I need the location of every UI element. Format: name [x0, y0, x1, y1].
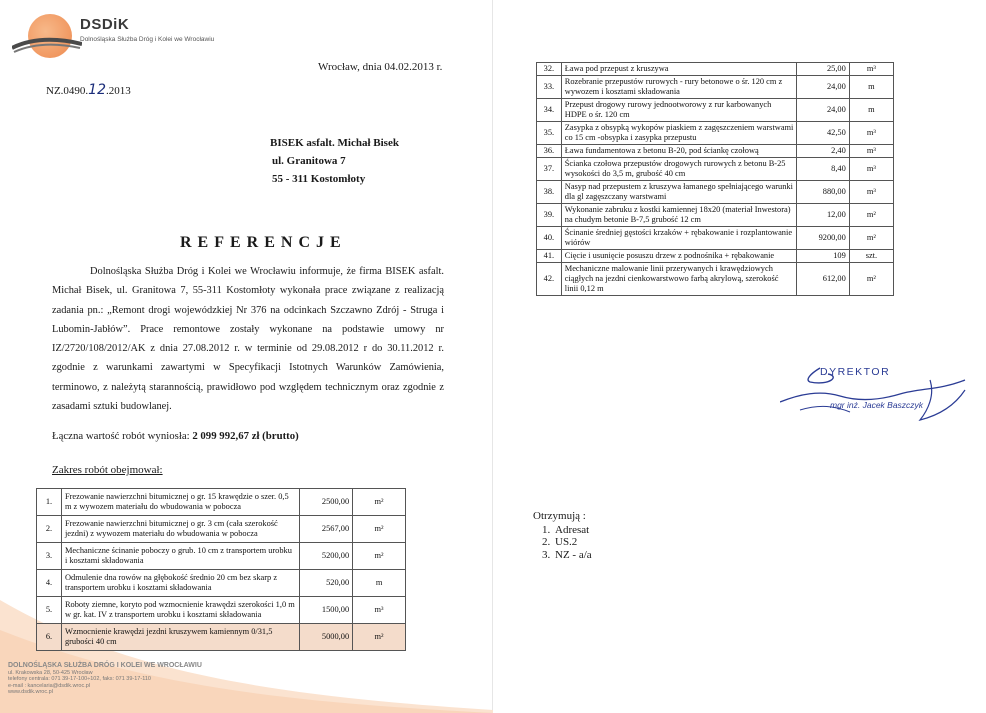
row-unit: m²	[849, 263, 893, 296]
row-description: Rozebranie przepustów rurowych - rury betonowe o śr. 120 cm z wywozem i kosztami składowania	[561, 76, 797, 99]
row-unit: m³	[849, 122, 893, 145]
row-quantity: 2567,00	[300, 516, 353, 543]
row-unit: m³	[353, 597, 406, 624]
row-number: 3.	[37, 543, 62, 570]
row-unit: m²	[353, 489, 406, 516]
footer-org: DOLNOŚLĄSKA SŁUŻBA DRÓG I KOLEI WE WROCŁAWIU	[8, 662, 202, 669]
row-quantity: 24,00	[797, 99, 849, 122]
footer-street: ul. Krakowska 28, 50-425 Wrocław	[8, 669, 93, 676]
works-table-left	[36, 488, 406, 651]
row-unit: szt.	[849, 250, 893, 263]
row-number: 42.	[537, 263, 562, 296]
works-row	[37, 489, 406, 516]
row-number: 4.	[37, 570, 62, 597]
scope-heading: Zakres robót obejmował:	[52, 464, 163, 476]
row-description: Mechaniczne ścinanie poboczy o grub. 10 cm z transportem urobku i kosztami składowania	[61, 543, 299, 570]
row-description: Ława pod przepust z kruszywa	[561, 63, 797, 76]
row-unit: m	[849, 99, 893, 122]
works-row	[537, 145, 894, 158]
footer-email: e-mail : kancelaria@dsdik.wroc.pl	[8, 682, 91, 689]
row-unit: m	[353, 570, 406, 597]
recipients-label: Otrzymują :	[533, 510, 586, 522]
row-number: 1.	[37, 489, 62, 516]
row-unit: m³	[849, 181, 893, 204]
works-row	[537, 181, 894, 204]
total-label: Łączna wartość robót wyniosła:	[52, 430, 193, 442]
row-description: Zasypka z obsypką wykopów piaskiem z zagęszczeniem warstwami co 15 cm -obsypka i zasypka przepustu	[561, 122, 797, 145]
row-quantity: 12,00	[797, 204, 849, 227]
row-description: Odmulenie dna rowów na głębokość średnio 20 cm bez skarp z transportem urobku i kosztami składowania	[61, 570, 299, 597]
works-row	[537, 76, 894, 99]
works-row	[537, 63, 894, 76]
row-description: Roboty ziemne, koryto pod wzmocnienie krawędzi szerokości 1,0 m w gr. kat. IV z transportem urobku i kosztami składowania	[61, 597, 299, 624]
row-quantity: 24,00	[797, 76, 849, 99]
recipients-block	[533, 510, 592, 561]
row-quantity: 9200,00	[797, 227, 849, 250]
row-unit: m³	[849, 63, 893, 76]
row-number: 38.	[537, 181, 562, 204]
works-row	[37, 516, 406, 543]
footer-phones: telefony centrala: 071 39-17-100÷102, faks: 071 39-17-110	[8, 676, 151, 682]
row-number: 6.	[37, 624, 62, 651]
row-unit: m²	[353, 543, 406, 570]
row-description: Ława fundamentowa z betonu B-20, pod ściankę czołową	[561, 145, 797, 158]
row-unit: m²	[353, 516, 406, 543]
director-stamp	[820, 366, 924, 410]
row-quantity: 612,00	[797, 263, 849, 296]
row-number: 34.	[537, 99, 562, 122]
works-row	[537, 122, 894, 145]
row-number: 41.	[537, 250, 562, 263]
row-number: 32.	[537, 63, 562, 76]
works-row	[37, 543, 406, 570]
document-title: REFERENCJE	[180, 234, 347, 251]
row-number: 2.	[37, 516, 62, 543]
row-description: Mechaniczne malowanie linii przerywanych i krawędziowych ciągłych na jezdni cienkowarstwowo farbą akrylową, szerokość linii 0,12 m	[561, 263, 797, 296]
logo-name: DSDiK	[80, 16, 130, 33]
ref-suffix: .2013	[106, 85, 131, 97]
row-number: 39.	[537, 204, 562, 227]
row-quantity: 520,00	[300, 570, 353, 597]
ref-handwritten: 12	[88, 82, 106, 98]
works-row	[537, 158, 894, 181]
logo-road-icon	[12, 34, 82, 54]
row-unit: m³	[849, 158, 893, 181]
row-number: 5.	[37, 597, 62, 624]
row-quantity: 25,00	[797, 63, 849, 76]
recipient-item: 1. Adresat	[553, 524, 592, 537]
row-unit: m	[849, 76, 893, 99]
row-quantity: 109	[797, 250, 849, 263]
place-date: Wrocław, dnia 04.02.2013 r.	[318, 61, 443, 73]
works-row	[537, 250, 894, 263]
works-row	[537, 263, 894, 296]
recipient-item: 2. US.2	[553, 536, 592, 549]
row-quantity: 1500,00	[300, 597, 353, 624]
row-quantity: 2500,00	[300, 489, 353, 516]
row-quantity: 880,00	[797, 181, 849, 204]
recipients-list	[533, 524, 592, 562]
works-row	[537, 204, 894, 227]
logo-subtitle: Dolnośląska Służba Dróg i Kolei we Wrocławiu	[80, 36, 215, 43]
row-quantity: 42,50	[797, 122, 849, 145]
row-description: Frezowanie nawierzchni bitumicznej o gr. 3 cm (cała szerokość jezdni) z wywozem materiału do wbudowania w pobocza	[61, 516, 299, 543]
row-description: Nasyp nad przepustem z kruszywa łamanego spełniającego warunki dla gl zagęszczany warstwami	[561, 181, 797, 204]
works-row	[37, 597, 406, 624]
works-row	[537, 99, 894, 122]
footer-address	[8, 663, 202, 696]
total-value-line	[52, 430, 299, 442]
row-quantity: 5000,00	[300, 624, 353, 651]
recipient-street: ul. Granitowa 7	[272, 155, 346, 167]
works-row	[37, 570, 406, 597]
row-unit: m²	[849, 227, 893, 250]
row-description: Ścianka czołowa przepustów drogowych rurowych z betonu B-25 wysokości do 3,5 m, grubość 40 cm	[561, 158, 797, 181]
row-description: Ścinanie średniej gęstości krzaków + rębakowanie i rozplantowanie wiórów	[561, 227, 797, 250]
row-number: 37.	[537, 158, 562, 181]
works-row	[37, 624, 406, 651]
recipient-name: BISEK asfalt. Michał Bisek	[270, 137, 399, 149]
ref-prefix: NZ.0490.	[46, 85, 89, 97]
dsdik-logo	[10, 14, 240, 58]
reference-number	[46, 82, 131, 98]
row-unit: m²	[849, 204, 893, 227]
row-number: 33.	[537, 76, 562, 99]
row-quantity: 5200,00	[300, 543, 353, 570]
row-description: Wzmocnienie krawędzi jezdni kruszywem kamiennym 0/31,5 grubości 40 cm	[61, 624, 299, 651]
row-quantity: 8,40	[797, 158, 849, 181]
stamp-person: mgr inż. Jacek Baszczyk	[830, 400, 924, 410]
row-unit: m³	[849, 145, 893, 158]
recipient-city: 55 - 311 Kostomłoty	[272, 173, 366, 185]
total-amount: 2 099 992,67 zł (brutto)	[192, 430, 299, 442]
row-number: 40.	[537, 227, 562, 250]
row-number: 36.	[537, 145, 562, 158]
row-number: 35.	[537, 122, 562, 145]
works-table-right	[536, 62, 894, 296]
stamp-role: DYREKTOR	[820, 366, 891, 378]
row-quantity: 2,40	[797, 145, 849, 158]
footer-www: www.dsdik.wroc.pl	[8, 689, 53, 695]
letter-body: Dolnośląska Służba Dróg i Kolei we Wrocławiu informuje, że firma BISEK asfalt. Michał Bisek, ul. Granitowa 7, 55-311 Kostomłoty wykonała prace związane z realizacją zadania pn.: „Remont drogi wojewódzkiej Nr 376 na odcinkach Szczawno Zdrój - Struga i Lubomin-Jabłów”. Prace remontowe zostały wykonane na podstawie umowy nr IZ/2720/108/2012/AK z dnia 27.08.2012 r. w terminie od 29.08.2012 r do 30.11.2012 r. zgodnie z warunkami zawartymi w Specyfikacji Istotnych Warunków Zamówienia, terminowo, z należytą starannością, prawidłowo pod względem technicznym oraz zgodnie z zasadami sztuki budowlanej.	[52, 266, 444, 413]
row-description: Cięcie i usunięcie posuszu drzew z podnośnika + rębakowanie	[561, 250, 797, 263]
works-row	[537, 227, 894, 250]
recipient-item: 3. NZ - a/a	[553, 549, 592, 562]
row-description: Przepust drogowy rurowy jednootworowy z rur karbowanych HDPE o śr. 120 cm	[561, 99, 797, 122]
row-unit: m²	[353, 624, 406, 651]
row-description: Frezowanie nawierzchni bitumicznej o gr. 15 krawędzie o szer. 0,5 m z wywozem materiału do wbudowania w pobocza	[61, 489, 299, 516]
row-description: Wykonanie zabruku z kostki kamiennej 18x20 (materiał Inwestora) na chudym betonie B-7,5 grubość 12 cm	[561, 204, 797, 227]
